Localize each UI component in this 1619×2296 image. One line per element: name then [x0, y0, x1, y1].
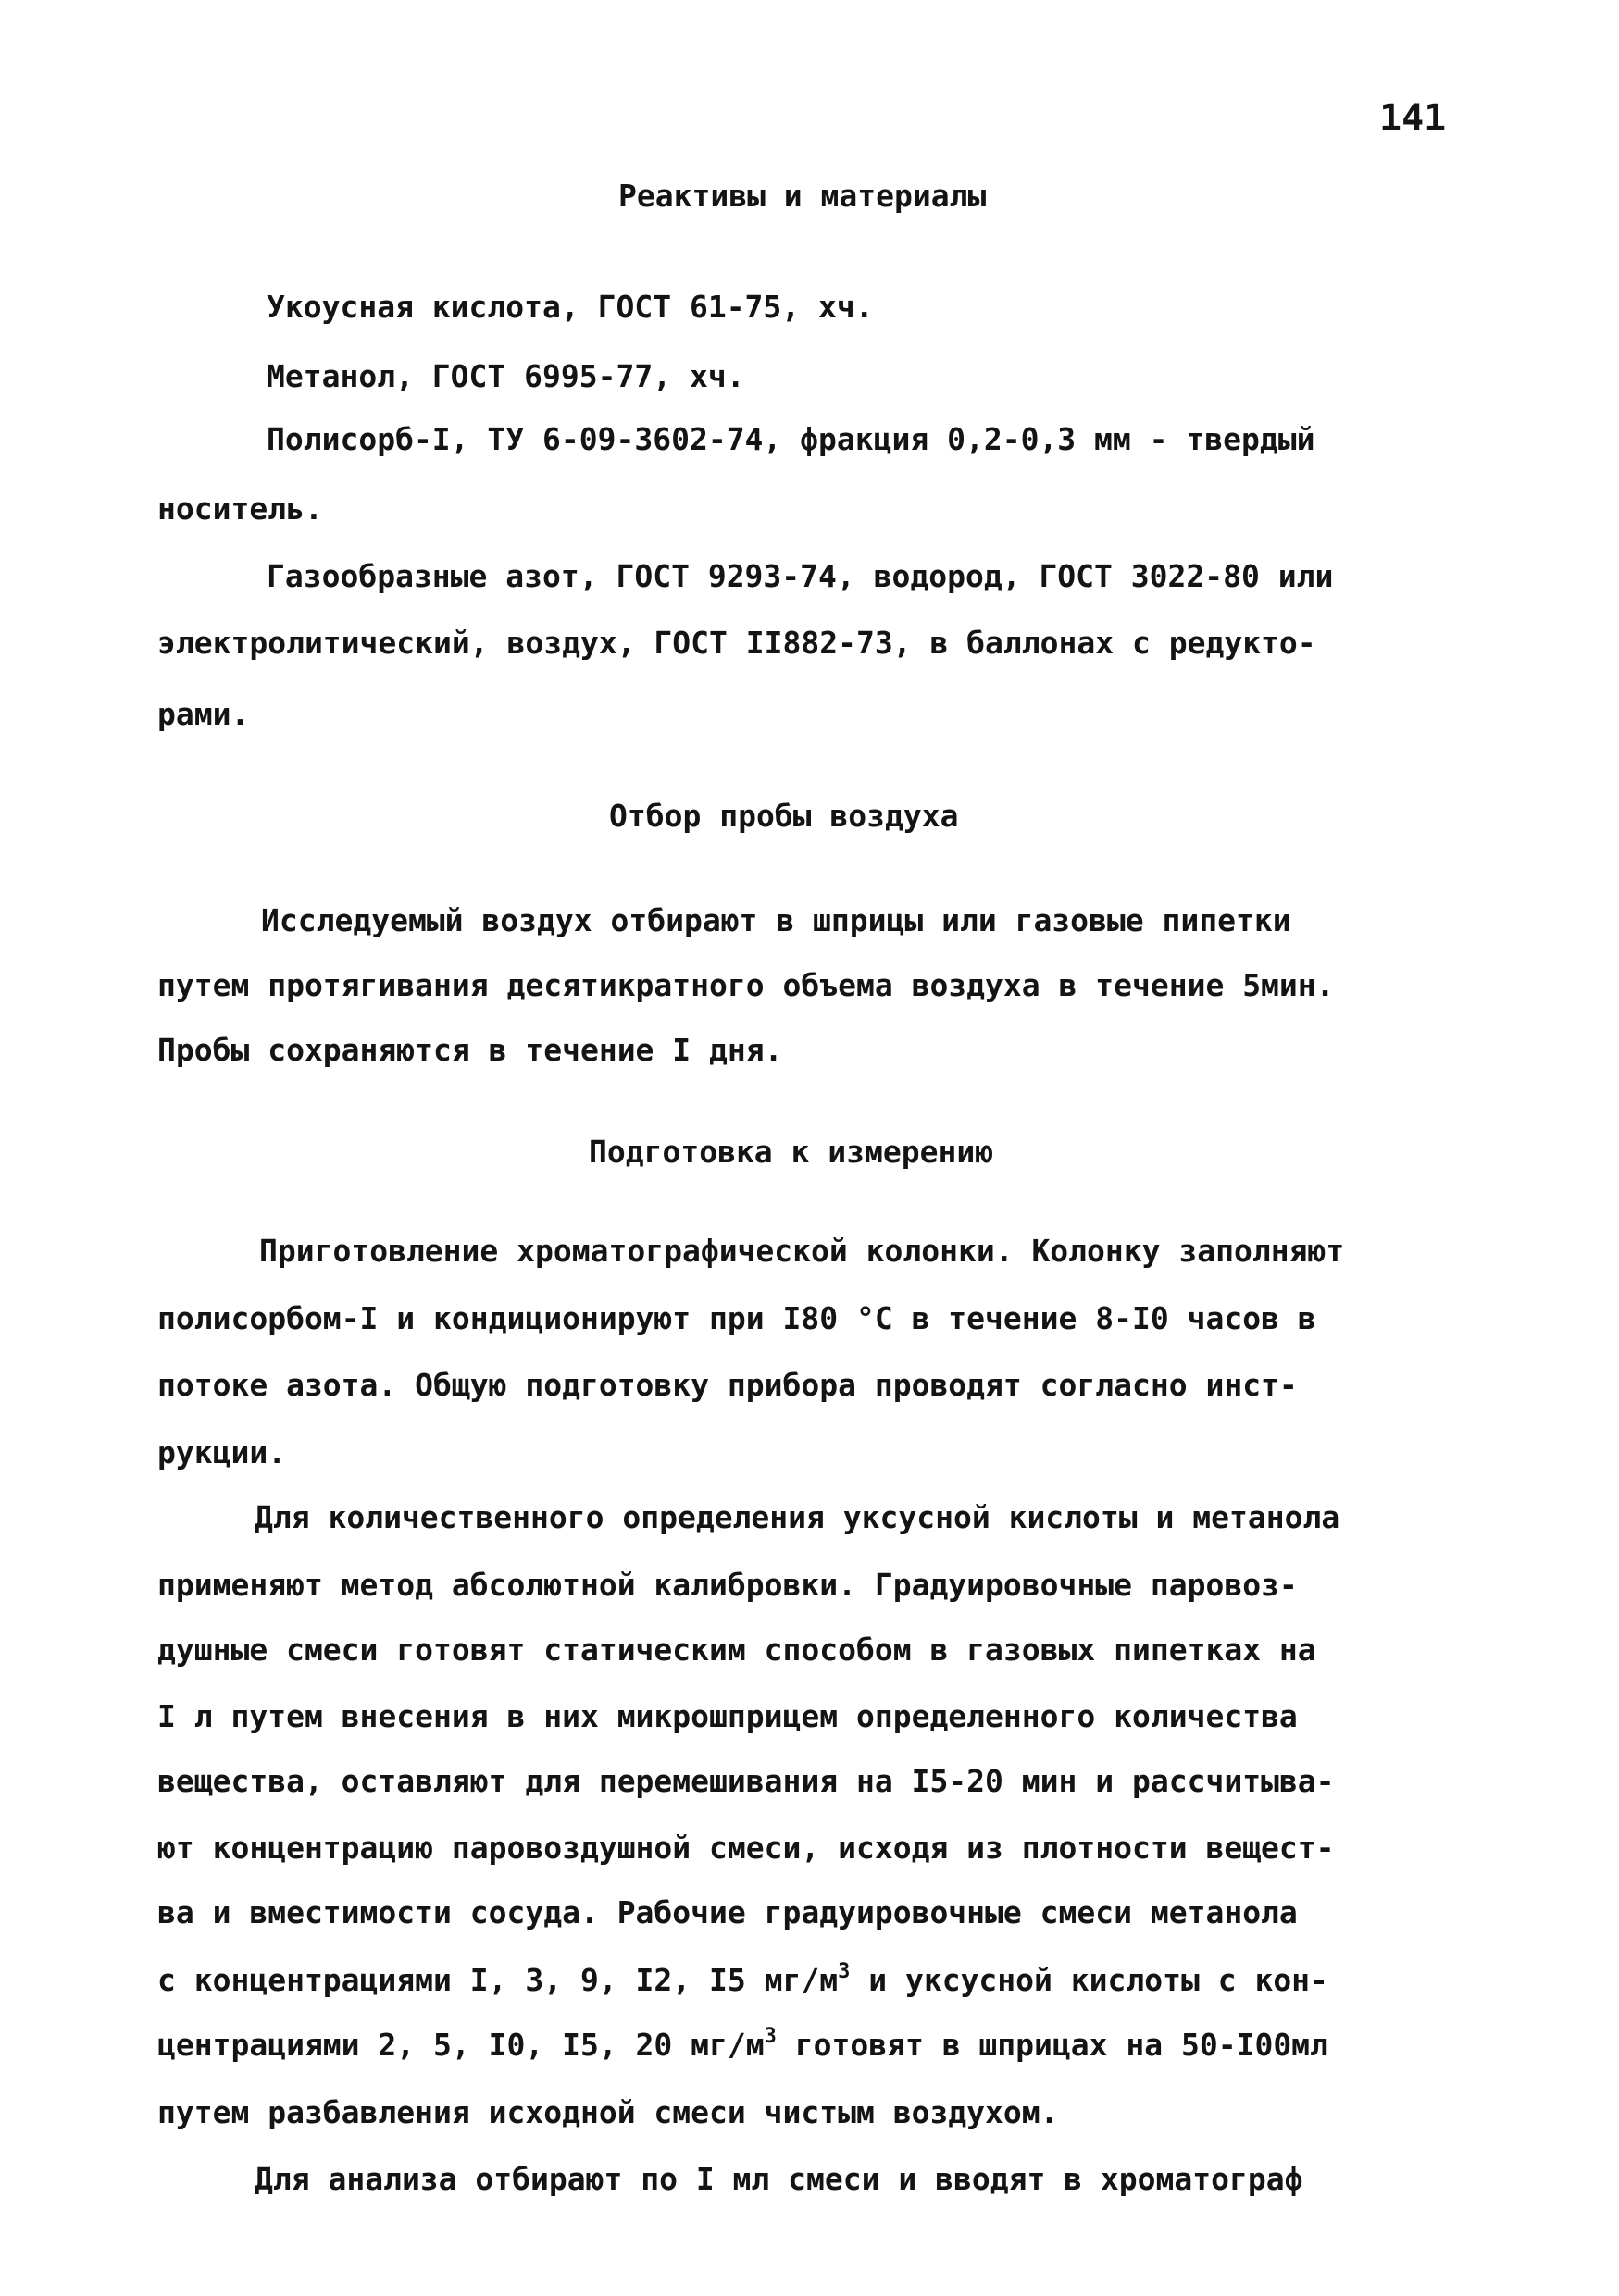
- text-line: ют концентрацию паровоздушной смеси, исходя из плотности вещест-: [157, 1830, 1335, 1866]
- section-heading-reagents: Реактивы и материалы: [618, 178, 987, 214]
- text-run: и уксусной кислоты с кон-: [850, 1962, 1328, 1998]
- text-run: готовят в шприцах на 50-I00мл: [776, 2027, 1328, 2063]
- text-line: электролитический, воздух, ГОСТ II882-73, в баллонах с редукто-: [157, 625, 1316, 661]
- text-line: рами.: [157, 696, 250, 732]
- text-line: вещества, оставляют для перемешивания на I5-20 мин и рассчитыва-: [157, 1763, 1335, 1799]
- text-line-with-superscript: [157, 2025, 1328, 2063]
- text-line-with-superscript: [157, 1960, 1328, 1998]
- text-line: рукции.: [157, 1434, 287, 1471]
- section-heading-preparation: Подготовка к измерению: [589, 1134, 994, 1170]
- superscript: 3: [764, 2025, 777, 2048]
- text-line: потоке азота. Общую подготовку прибора проводят согласно инст-: [157, 1367, 1298, 1403]
- text-line: I л путем внесения в них микрошприцем определенного количества: [157, 1698, 1298, 1734]
- superscript: 3: [838, 1960, 851, 1983]
- text-line: ва и вместимости сосуда. Рабочие градуировочные смеси метанола: [157, 1894, 1298, 1930]
- page-number: 141: [1379, 97, 1447, 140]
- text-line: Приготовление хроматографической колонки. Колонку заполняют: [259, 1233, 1345, 1269]
- text-run: с концентрациями I, 3, 9, I2, I5 мг/м: [157, 1962, 839, 1998]
- text-line: Полисорб-I, ТУ 6-09-3602-74, фракция 0,2-0,3 мм - твердый: [267, 421, 1315, 457]
- text-line: Для анализа отбирают по I мл смеси и вводят в хроматограф: [255, 2161, 1303, 2197]
- text-line: носитель.: [157, 490, 323, 527]
- text-line: путем разбавления исходной смеси чистым воздухом.: [157, 2094, 1059, 2130]
- text-line: Газообразные азот, ГОСТ 9293-74, водород, ГОСТ 3022-80 или: [267, 558, 1334, 594]
- text-line: Метанол, ГОСТ 6995-77, хч.: [267, 358, 745, 394]
- text-line: применяют метод абсолютной калибровки. Градуировочные паровоз-: [157, 1567, 1298, 1603]
- text-line: душные смеси готовят статическим способом в газовых пипетках на: [157, 1632, 1316, 1668]
- text-line: Укоусная кислота, ГОСТ 61-75, хч.: [267, 289, 874, 325]
- text-line: Исследуемый воздух отбирают в шприцы или газовые пипетки: [261, 902, 1291, 938]
- text-line: полисорбом-I и кондиционируют при I80 °C в течение 8-I0 часов в: [157, 1300, 1316, 1336]
- text-line: Для количественного определения уксусной кислоты и метанола: [255, 1499, 1340, 1535]
- text-line: Пробы сохраняются в течение I дня.: [157, 1032, 783, 1068]
- text-run: центрациями 2, 5, I0, I5, 20 мг/м: [157, 2027, 765, 2063]
- text-line: путем протягивания десятикратного объема воздуха в течение 5мин.: [157, 967, 1335, 1003]
- section-heading-sampling: Отбор пробы воздуха: [609, 798, 959, 834]
